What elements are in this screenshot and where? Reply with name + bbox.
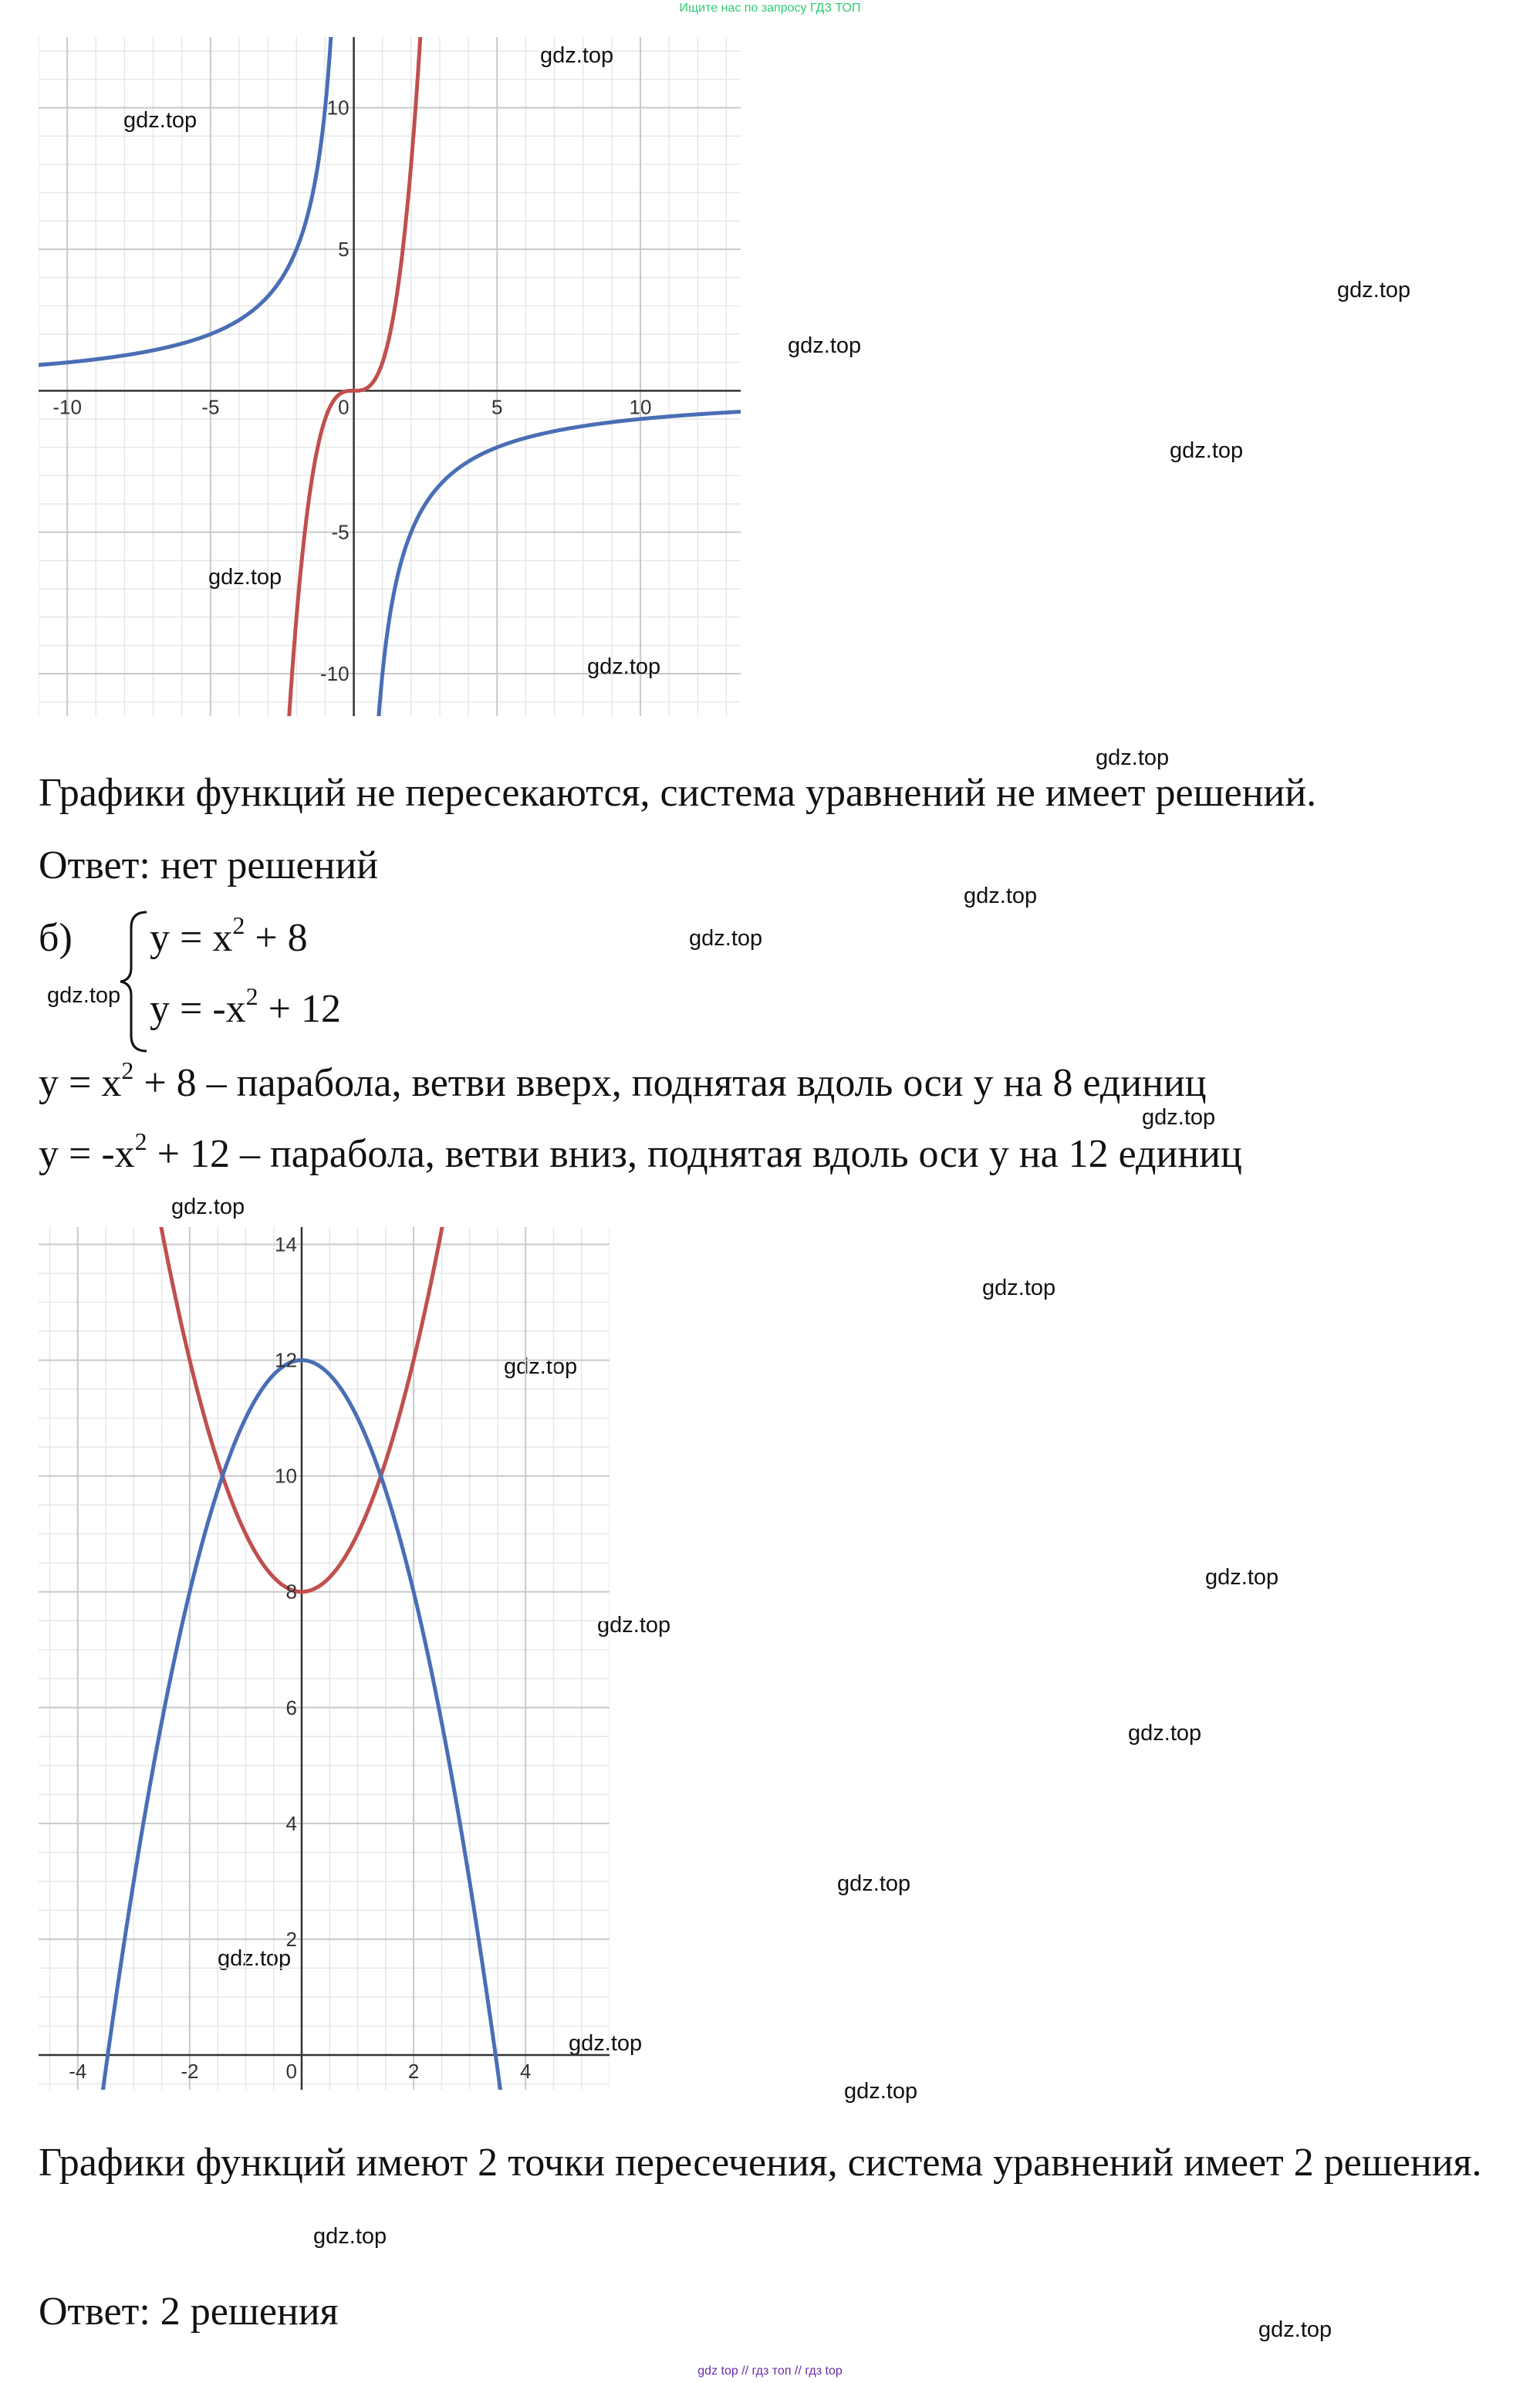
x-tick-label: 10 bbox=[629, 395, 652, 419]
answer-a: Ответ: нет решений bbox=[39, 843, 379, 887]
watermark: gdz.top bbox=[1337, 278, 1411, 303]
x-tick-label: 0 bbox=[285, 2059, 297, 2083]
y-tick-label: -10 bbox=[319, 662, 350, 685]
x-tick-label: 0 bbox=[338, 395, 350, 419]
x-tick-label: 2 bbox=[407, 2059, 420, 2083]
y-tick-label: 10 bbox=[326, 96, 350, 120]
description-parabola-2: $y = -x^2 + 12$ – парабола, ветви вниз, поднятая вдоль оси y на 12 единиц bbox=[39, 1127, 1242, 1176]
x-tick-label: -10 bbox=[52, 395, 82, 419]
watermark: gdz.top bbox=[597, 1613, 671, 1638]
y-tick-label: 5 bbox=[338, 238, 350, 261]
y-tick-label: 6 bbox=[285, 1695, 297, 1719]
watermark: gdz.top bbox=[1128, 1721, 1202, 1746]
watermark: gdz.top bbox=[982, 1276, 1056, 1300]
y-tick-label: 4 bbox=[285, 1811, 297, 1835]
conclusion-b: Графики функций имеют 2 точки пересечения, система уравнений имеет 2 решения. bbox=[39, 2141, 1482, 2185]
watermark: gdz.top bbox=[1258, 2317, 1332, 2342]
system-eq-2: $y = -x^2 + 12$ bbox=[150, 982, 341, 1031]
watermark: gdz.top bbox=[540, 43, 614, 68]
y-tick-label: -5 bbox=[331, 520, 350, 544]
watermark: gdz.top bbox=[504, 1354, 578, 1379]
chart-2-parabolas bbox=[39, 1227, 610, 2090]
x-tick-label: -5 bbox=[201, 395, 220, 419]
watermark: gdz.top bbox=[569, 2031, 643, 2056]
bottom-banner-link[interactable]: gdz top // гдз топ // гдз top bbox=[697, 2364, 843, 2378]
watermark: gdz.top bbox=[844, 2079, 918, 2104]
part-b-label: б) bbox=[39, 916, 73, 960]
x-tick-label: -4 bbox=[69, 2059, 87, 2083]
watermark: gdz.top bbox=[47, 983, 121, 1008]
description-parabola-1: $y = x^2 + 8$ – парабола, ветви вверх, поднятая вдоль оси y на 8 единиц bbox=[39, 1056, 1207, 1105]
watermark: gdz.top bbox=[587, 654, 661, 679]
watermark: gdz.top bbox=[788, 333, 862, 358]
system-eq-1: $y = x^2 + 8$ bbox=[150, 911, 308, 960]
y-tick-label: 2 bbox=[285, 1927, 297, 1951]
watermark: gdz.top bbox=[1205, 1565, 1279, 1590]
y-tick-label: 14 bbox=[275, 1232, 297, 1256]
conclusion-a: Графики функций не пересекаются, система уравнений не имеет решений. bbox=[39, 771, 1317, 815]
watermark: gdz.top bbox=[964, 884, 1038, 908]
watermark: gdz.top bbox=[218, 1946, 292, 1971]
y-tick-label: 10 bbox=[275, 1464, 297, 1488]
watermark: gdz.top bbox=[837, 1871, 911, 1896]
y-tick-label: 8 bbox=[285, 1580, 297, 1604]
series-line-blue bbox=[373, 412, 741, 717]
watermark: gdz.top bbox=[1096, 745, 1170, 770]
watermark: gdz.top bbox=[313, 2224, 387, 2249]
watermark: gdz.top bbox=[123, 108, 198, 133]
watermark: gdz.top bbox=[208, 565, 282, 590]
answer-b: Ответ: 2 решения bbox=[39, 2290, 339, 2334]
system-brace-icon bbox=[108, 908, 154, 1054]
series-line-blue bbox=[39, 37, 336, 365]
watermark: gdz.top bbox=[1142, 1105, 1216, 1130]
watermark: gdz.top bbox=[171, 1195, 245, 1219]
watermark: gdz.top bbox=[1170, 438, 1244, 463]
top-banner-link[interactable]: Ищите нас по запросу ГДЗ ТОП bbox=[679, 2, 861, 15]
x-tick-label: 4 bbox=[519, 2059, 532, 2083]
watermark: gdz.top bbox=[689, 926, 763, 951]
chart-1-hyperbola-cubic bbox=[39, 37, 741, 716]
y-tick-label: 12 bbox=[275, 1348, 297, 1372]
x-tick-label: 5 bbox=[491, 395, 503, 419]
x-tick-label: -2 bbox=[181, 2059, 199, 2083]
